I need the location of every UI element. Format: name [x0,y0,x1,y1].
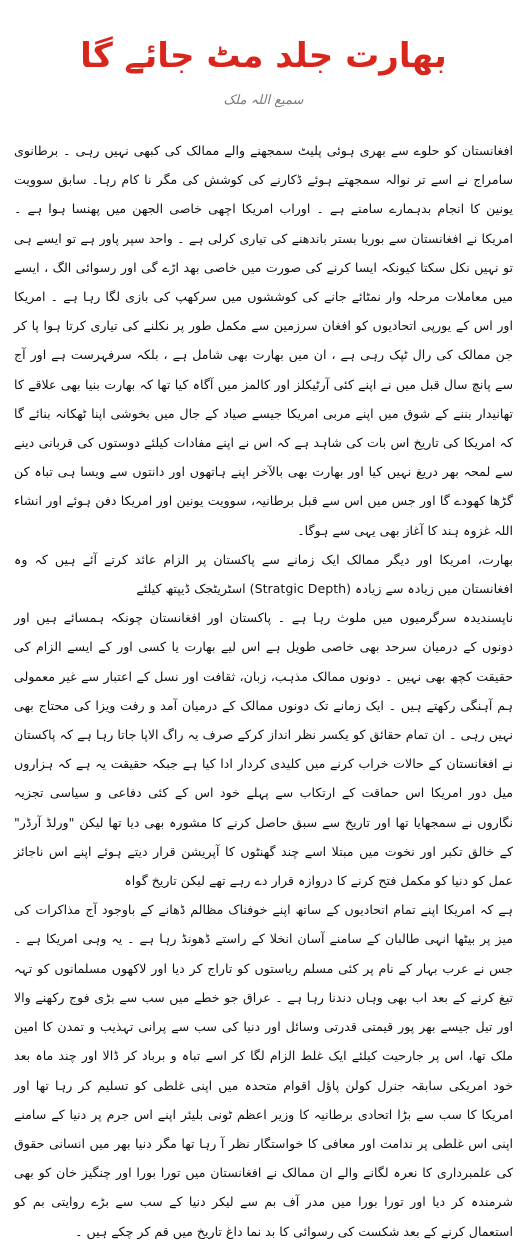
paragraph: ناپسندیدہ سرگرمیوں میں ملوث رہا ہے ۔ پاکستان اور افغانستان چونکہ ہمسائے ہیں اور دونوں کے درمیان سرحد بھی خاصی طویل ہے اس لیے بھارت یا کسی اور کے ایسے الزام کی حقیقت کچھ بھی نہیں ۔ دونوں ممالک مذہب، زبان، ثقافت اور نسل کے اعتبار سے غیر معمولی ہم آہنگی رکھتے ہیں ۔ ایک زمانے تک دونوں ممالک کے درمیان آمد و رفت ویزا کی محتاج بھی نہیں رہی ۔ ان تمام حقائق کو یکسر نظر انداز کرکے صرف یہ راگ الاپا جاتا رہا ہے کہ پاکستان نے افغانستان کے حالات خراب کرنے میں کلیدی کردار ادا کیا ہے جبکہ حقیقت یہ ہے کہ ہزاروں میل دور امریکا اس حماقت کے ارتکاب سے پہلے خود اس کے کئی دفاعی و سیاسی تجزیہ نگاروں نے سمجھایا تھا اور تاریخ سے سبق حاصل کرنے کا مشورہ بھی دیا تھا لیکن "ورلڈ آرڈر" کے خالق تکبر اور نخوت میں مبتلا اسے چند گھنٹوں کا آپریشن قرار دیتے ہوئے اپنے اس ناجائز عمل کو دنیا کو مکمل فتح کرنے کا دروازہ قرار دے رہے تھے لیکن تاریخ گواہ [14,610,513,889]
paragraph: بھارت، امریکا اور دیگر ممالک ایک زمانے سے پاکستان پر الزام عائد کرتے آئے ہیں کہ وہ افغانستان میں زیادہ سے زیادہ (Stratgic Depth) اسٹریٹجک ڈیپتھ کیلئے [14,551,513,597]
article-title: بھارت جلد مٹ جائے گا [80,36,447,76]
paragraph: ہے کہ امریکا اپنے تمام اتحادیوں کے ساتھ اپنے خوفناک مظالم ڈھانے کے باوجود آج مذاکرات کی میز پر بیٹھا انہی طالبان کے سامنے آسان انخلا کے راستے ڈھونڈ رہا ہے ۔ یہ وہی امریکا ہے ۔ جس نے عرب بہار کے نام پر کئی مسلم ریاستوں کو تاراج کر دیا اور لاکھوں مسلمانوں کو تہہ تیغ کرنے کے بعد اب بھی وہاں دندنا رہا ہے ۔ عراق جو خطے میں سب سے بڑی فوج رکھنے والا اور تیل جیسے بھر پور قیمتی قدرتی وسائل اور دنیا کی سب سے پرانی تہذیب و تمدن کا امین ملک تھا، اس پر جارحیت کیلئے ایک غلط الزام لگا کر اسے تباہ و برباد کر ڈالا اور چند ماہ بعد خود امریکی سابقہ جنرل کولن پاؤل اقوام متحدہ میں اپنی غلطی کو تسلیم کر رہا تھا اور امریکا کا سب سے بڑا اتحادی برطانیہ کا وزیر اعظم ٹونی بلیئر اپنے اس جرم پر دنیا کے سامنے اپنی اس غلطی پر ندامت اور معافی کا خواستگار نظر آ رہا تھا مگر دنیا بھر میں انسانی حقوق کی علمبرداری کا نعرہ لگانے والے ان ممالک نے افغانستان میں تورا بورا اور چنگیز خان کو بھی شرمندہ کر دیا اور تورا بورا میں مدر آف بم سے لیکر دنیا کے سب سے بڑے روایتی بم کو استعمال کرنے کے بعد شکست کی رسوائی کا بد نما داغ تاریخ میں قم کر چکے ہیں ۔ [14,902,513,1239]
article-author: سمیع اللہ ملک [223,93,304,108]
paragraph: افغانستان کو حلوے سے بھری ہوئی پلیٹ سمجھنے والے ممالک کی کبھی نہیں رہی ۔ برطانوی سامراج نے اسے تر نوالہ سمجھتے ہوئے ڈکارنے کی کوشش کی مگر نا کام رہا۔ سابق سوویت یونین کا انجام بدہمارے سامنے ہے ۔ اوراب امریکا اچھی خاصی الجھن میں پھنسا ہوا ہے ۔ امریکا نے افغانستان سے بوریا بستر باندھنے کی تیاری کرلی ہے ۔ واحد سپر پاور ہے تو ایسے ہی تو نہیں نکل سکتا کیونکہ ایسا کرنے کی صورت میں خاصی بھد اڑے گی اور رسوائی الگ ، ایسے میں معاملات مرحلہ وار نمٹائے جانے کی کوششوں میں سرکھپ کی بازی لگا رہا ہے ۔ امریکا اور اس کے یورپی اتحادیوں کو افغان سرزمین سے مکمل طور پر نکلنے کی تیاری کرتا ہوا پا کر جن ممالک کی رال ٹپک رہی ہے ، ان میں بھارت بھی شامل ہے ، بلکہ سرفہرست ہے اور آج سے پانچ سال قبل میں نے اپنے کئی آرٹیکلز اور کالمز میں آگاہ کیا تھا کہ بھارت بنیا بھی علاقے کا تھانیدار بننے کے شوق میں اپنے مربی امریکا جیسے صیاد کے جال میں بخوشی اپنا ٹھکانہ بنائے گا کہ امریکا کی تاریخ اس بات کی شاہد ہے کہ اس نے اپنے مفادات کیلئے دوستوں کی قربانی دینے سے لمحہ بھر دریغ نہیں کیا اور بھارت بھی بالآخر اپنے ہاتھوں اور دانتوں سے ویسا ہی تباہ کن گڑھا کھودے گا اور جس میں اس سے قبل برطانیہ، سوویت یونین اور امریکا دفن ہوئے اور انشاء اللہ غزوہ ہند کا آغاز بھی یہی سے ہوگا۔ [14,143,513,538]
article-body [14,136,513,1246]
